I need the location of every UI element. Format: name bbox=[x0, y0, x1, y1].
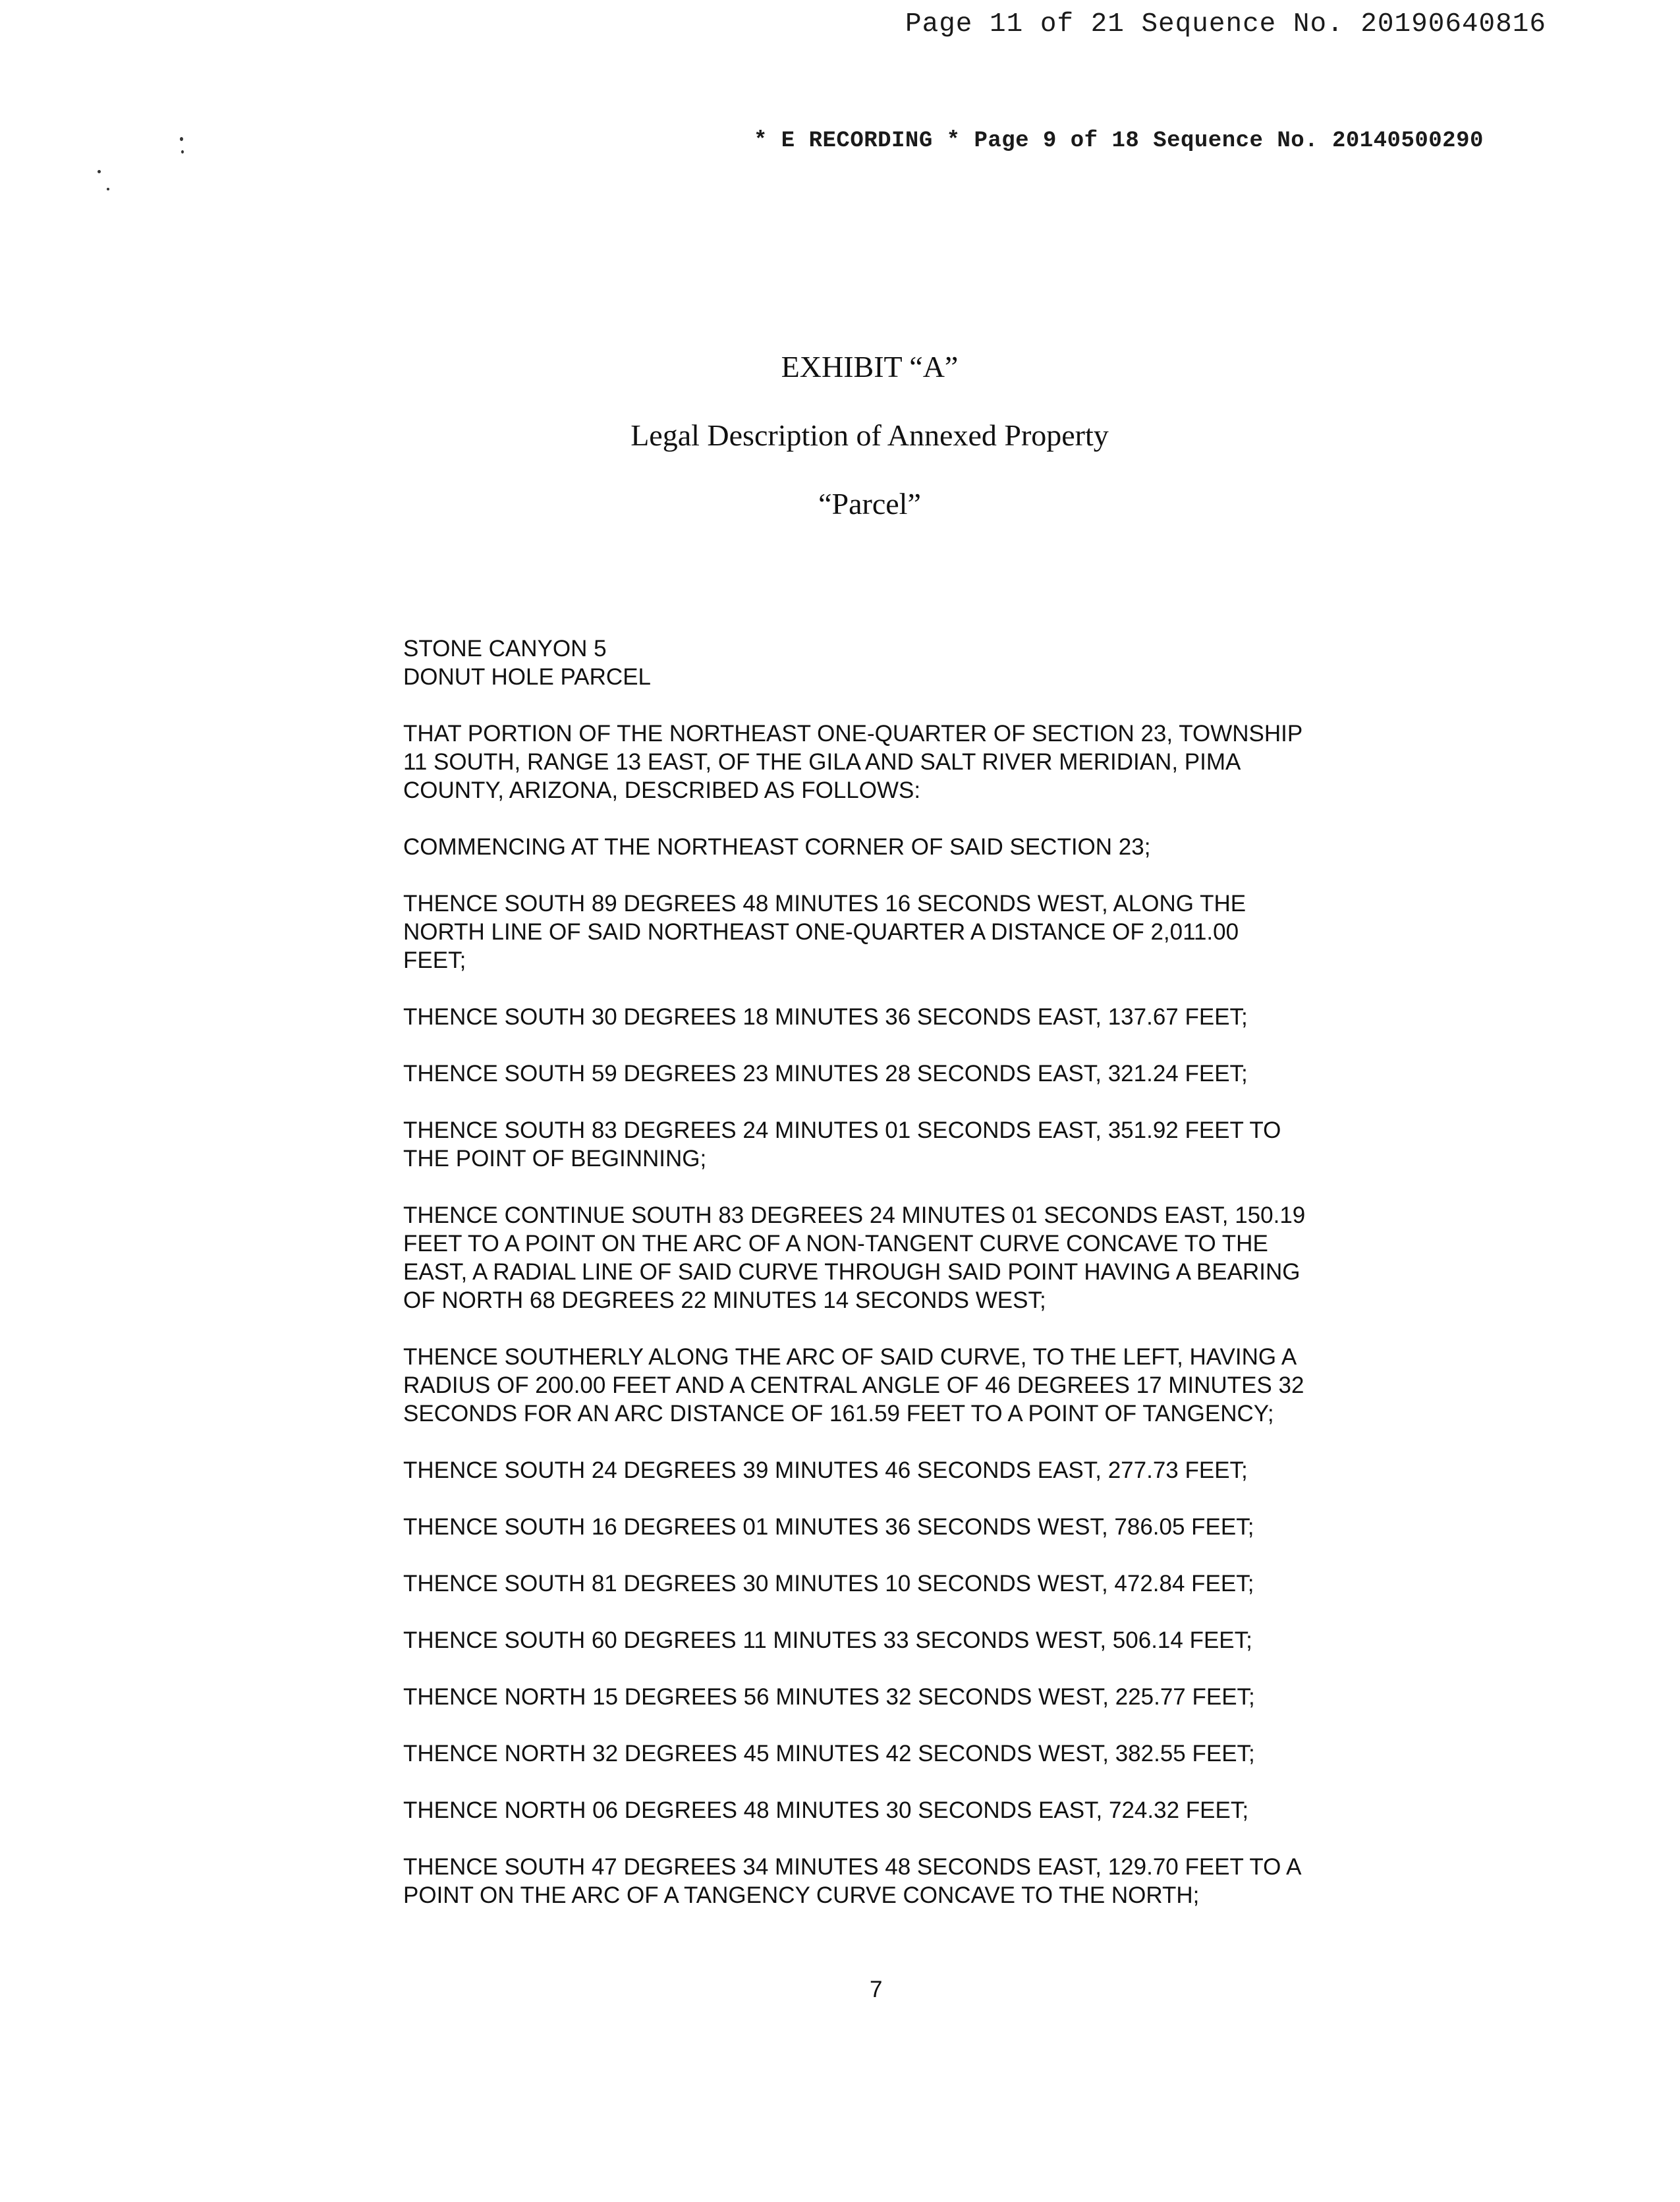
paragraph-line: THENCE SOUTH 24 DEGREES 39 MINUTES 46 SECONDS EAST, 277.73 FEET; bbox=[403, 1457, 1248, 1483]
paragraph-line: POINT ON THE ARC OF A TANGENCY CURVE CONCAVE TO THE NORTH; bbox=[403, 1882, 1200, 1908]
legal-paragraph bbox=[403, 1343, 1365, 1428]
paragraph-line: THE POINT OF BEGINNING; bbox=[403, 1146, 707, 1172]
paragraph-line: THENCE SOUTH 83 DEGREES 24 MINUTES 01 SECONDS EAST, 351.92 FEET TO bbox=[403, 1117, 1281, 1143]
paragraph-line: STONE CANYON 5 bbox=[403, 636, 607, 662]
paragraph-line: THENCE NORTH 32 DEGREES 45 MINUTES 42 SECONDS WEST, 382.55 FEET; bbox=[403, 1741, 1255, 1766]
paragraph-line: THENCE SOUTH 16 DEGREES 01 MINUTES 36 SECONDS WEST, 786.05 FEET; bbox=[403, 1514, 1254, 1540]
paragraph-line: OF NORTH 68 DEGREES 22 MINUTES 14 SECONDS WEST; bbox=[403, 1287, 1046, 1313]
paragraph-line: THAT PORTION OF THE NORTHEAST ONE-QUARTER OF SECTION 23, TOWNSHIP bbox=[403, 721, 1303, 747]
paragraph-line: FEET; bbox=[403, 947, 466, 973]
legal-description-body bbox=[403, 635, 1365, 1909]
legal-paragraph bbox=[403, 1116, 1365, 1173]
legal-paragraph bbox=[403, 1059, 1365, 1088]
paragraph-line: SECONDS FOR AN ARC DISTANCE OF 161.59 FEET TO A POINT OF TANGENCY; bbox=[403, 1401, 1274, 1426]
paragraph-line: RADIUS OF 200.00 FEET AND A CENTRAL ANGLE OF 46 DEGREES 17 MINUTES 32 bbox=[403, 1372, 1304, 1398]
paragraph-line: EAST, A RADIAL LINE OF SAID CURVE THROUGH SAID POINT HAVING A BEARING bbox=[403, 1259, 1301, 1285]
page-number: 7 bbox=[870, 1977, 883, 2002]
paragraph-line: FEET TO A POINT ON THE ARC OF A NON-TANGENT CURVE CONCAVE TO THE bbox=[403, 1231, 1268, 1256]
legal-paragraph bbox=[403, 1201, 1365, 1314]
paragraph-line: THENCE NORTH 06 DEGREES 48 MINUTES 30 SECONDS EAST, 724.32 FEET; bbox=[403, 1797, 1249, 1823]
legal-paragraph bbox=[403, 1513, 1365, 1541]
paragraph-line: THENCE NORTH 15 DEGREES 56 MINUTES 32 SECONDS WEST, 225.77 FEET; bbox=[403, 1684, 1255, 1710]
paragraph-line: THENCE SOUTH 60 DEGREES 11 MINUTES 33 SECONDS WEST, 506.14 FEET; bbox=[403, 1627, 1252, 1653]
scan-speck bbox=[180, 137, 183, 141]
paragraph-line: NORTH LINE OF SAID NORTHEAST ONE-QUARTER A DISTANCE OF 2,011.00 bbox=[403, 919, 1239, 945]
paragraph-line: THENCE SOUTH 30 DEGREES 18 MINUTES 36 SECONDS EAST, 137.67 FEET; bbox=[403, 1004, 1248, 1030]
legal-paragraph bbox=[403, 1796, 1365, 1824]
legal-paragraph bbox=[403, 1853, 1365, 1909]
paragraph-line: COMMENCING AT THE NORTHEAST CORNER OF SAID SECTION 23; bbox=[403, 834, 1151, 860]
paragraph-line: THENCE CONTINUE SOUTH 83 DEGREES 24 MINUTES 01 SECONDS EAST, 150.19 bbox=[403, 1202, 1306, 1228]
scan-speck bbox=[181, 150, 184, 154]
legal-paragraph bbox=[403, 1626, 1365, 1654]
paragraph-line: THENCE SOUTH 81 DEGREES 30 MINUTES 10 SECONDS WEST, 472.84 FEET; bbox=[403, 1571, 1254, 1596]
paragraph-line: COUNTY, ARIZONA, DESCRIBED AS FOLLOWS: bbox=[403, 777, 921, 803]
legal-paragraph bbox=[403, 833, 1365, 861]
legal-paragraph bbox=[403, 1739, 1365, 1768]
scan-speck bbox=[107, 188, 109, 190]
exhibit-parcel-label: “Parcel” bbox=[818, 487, 921, 521]
exhibit-title: EXHIBIT “A” bbox=[781, 350, 959, 383]
legal-paragraph bbox=[403, 889, 1365, 974]
legal-paragraph bbox=[403, 635, 1365, 691]
paragraph-line: 11 SOUTH, RANGE 13 EAST, OF THE GILA AND SALT RIVER MERIDIAN, PIMA bbox=[403, 749, 1241, 775]
paragraph-line: THENCE SOUTH 89 DEGREES 48 MINUTES 16 SECONDS WEST, ALONG THE bbox=[403, 891, 1246, 917]
paragraph-line: THENCE SOUTHERLY ALONG THE ARC OF SAID CURVE, TO THE LEFT, HAVING A bbox=[403, 1344, 1297, 1370]
paragraph-line: DONUT HOLE PARCEL bbox=[403, 664, 652, 690]
exhibit-subtitle: Legal Description of Annexed Property bbox=[630, 418, 1109, 452]
legal-paragraph bbox=[403, 1683, 1365, 1711]
paragraph-line: THENCE SOUTH 47 DEGREES 34 MINUTES 48 SECONDS EAST, 129.70 FEET TO A bbox=[403, 1854, 1302, 1880]
legal-paragraph bbox=[403, 1569, 1365, 1598]
legal-paragraph bbox=[403, 1003, 1365, 1031]
scan-speck bbox=[98, 170, 101, 173]
recording-stamp-top: Page 11 of 21 Sequence No. 20190640816 bbox=[905, 9, 1546, 40]
legal-paragraph bbox=[403, 1456, 1365, 1484]
legal-paragraph bbox=[403, 720, 1365, 805]
paragraph-line: THENCE SOUTH 59 DEGREES 23 MINUTES 28 SECONDS EAST, 321.24 FEET; bbox=[403, 1061, 1248, 1087]
recording-stamp-second: * E RECORDING * Page 9 of 18 Sequence No. 20140500290 bbox=[754, 128, 1484, 154]
